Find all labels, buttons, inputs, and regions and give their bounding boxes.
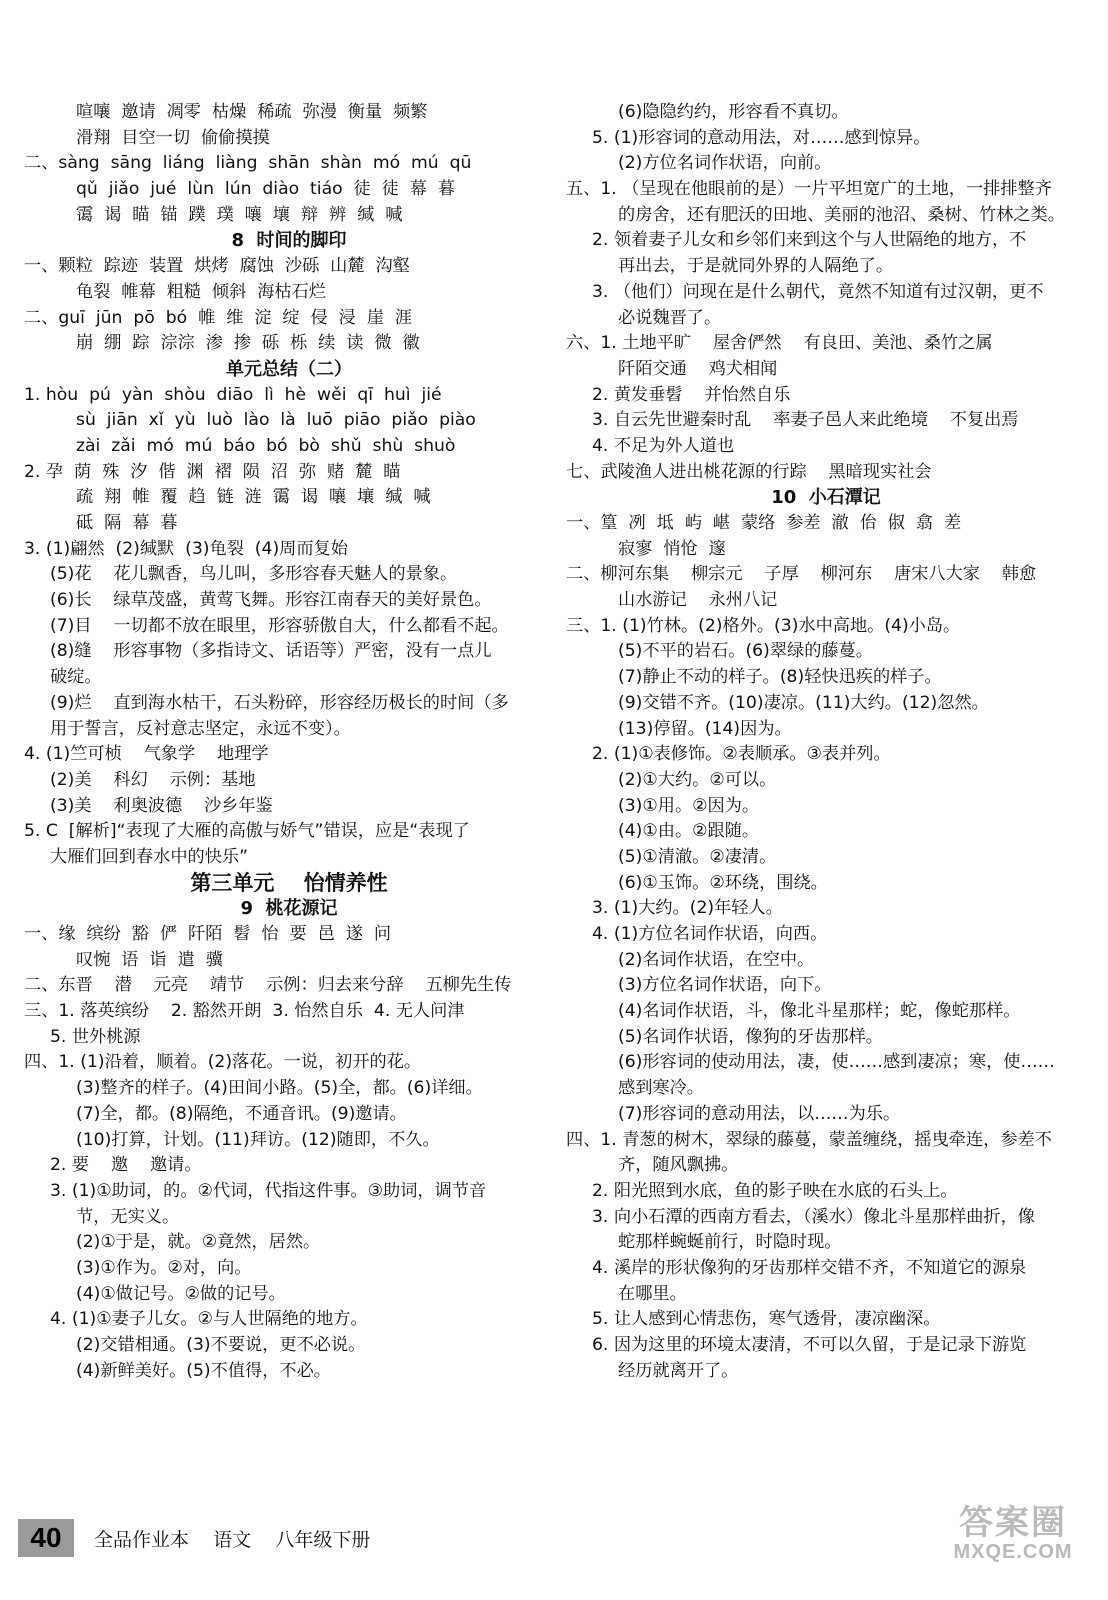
- answer-line: 用于誓言，反衬意志坚定，永远不变）。: [50, 718, 351, 739]
- answer-line: zài zǎi mó mú báo bó bò shǔ shù shuò: [76, 435, 456, 456]
- watermark-chinese: 答案圈: [959, 1503, 1067, 1543]
- answer-line: 疏 翔 帷 覆 趋 链 涟 霭 谒 嚷 壤 缄 喊: [76, 487, 431, 508]
- answer-line: 5. C [解析]“表现了大雁的高傲与娇气”错误，应是“表现了: [24, 821, 470, 842]
- answer-line: 3. (1)翩然 (2)缄默 (3)龟裂 (4)周而复始: [24, 538, 348, 559]
- answer-line: (4)新鲜美好。(5)不值得，不必。: [76, 1360, 331, 1381]
- answer-line: (2)方位名词作状语，向前。: [618, 153, 832, 174]
- answer-line: 节，无实义。: [76, 1206, 180, 1227]
- answer-line: 齐，随风飘拂。: [618, 1155, 739, 1176]
- answer-line: 阡陌交通 鸡犬相闻: [618, 358, 778, 379]
- answer-line: 3. 自云先世避秦时乱 率妻子邑人来此绝境 不复出焉: [592, 410, 1019, 431]
- answer-line: 5. 世外桃源: [50, 1026, 141, 1047]
- answer-line: 在哪里。: [618, 1283, 687, 1304]
- answer-line: (13)停留。(14)因为。: [618, 718, 792, 739]
- section-heading: 9 桃花源记: [240, 898, 338, 920]
- answer-line: 感到寒冷。: [618, 1078, 704, 1099]
- answer-line: (3)①用。②因为。: [618, 795, 760, 816]
- answer-line: 滑翔 目空一切 偷偷摸摸: [76, 127, 270, 148]
- answer-line: (6)形容词的使动用法，凄，使……感到凄凉；寒，使……: [618, 1052, 1055, 1073]
- answer-line: 叹惋 语 诣 遣 骥: [76, 949, 223, 970]
- page-number: 40: [18, 1519, 74, 1557]
- answer-line: 1. hòu pú yàn shòu diāo lì hè wěi qī huì jié: [24, 384, 442, 405]
- answer-line: 2. (1)①表修饰。②表顺承。③表并列。: [592, 744, 891, 765]
- answer-line: (5)花 花儿飘香，鸟儿叫，多形容春天魅人的景象。: [50, 564, 458, 585]
- answer-line: 2. 领着妻子儿女和乡邻们来到这个与人世隔绝的地方，不: [592, 230, 1027, 251]
- answer-line: (2)①于是，就。②竟然，居然。: [76, 1232, 321, 1253]
- answer-line: (6)隐隐约约，形容看不真切。: [618, 102, 849, 122]
- answer-line: (8)缝 形容事物（多指诗文、话语等）严密，没有一点儿: [50, 641, 492, 662]
- answer-line: 破绽。: [50, 667, 102, 688]
- answer-line: sù jiān xǐ yù luò lào là luō piāo piǎo piào: [76, 410, 476, 431]
- answer-line: 一、篁 冽 坻 屿 嵁 蒙络 参差 澈 佁 俶 翕 差: [566, 513, 962, 533]
- answer-line: 崩 绷 踪 淙淙 渗 掺 砾 栎 续 读 微 徽: [76, 333, 420, 354]
- answer-line: qǔ jiǎo jué lùn lún diào tiáo 徒 徒 幕 暮: [76, 179, 456, 200]
- answer-line: (2)美 科幻 示例：基地: [50, 769, 256, 790]
- answer-line: (4)名词作状语，斗，像北斗星那样；蛇，像蛇那样。: [618, 1001, 1021, 1022]
- answer-line: 4. (1)方位名词作状语，向西。: [592, 924, 828, 944]
- answer-line: (3)方位名词作状语，向下。: [618, 975, 832, 996]
- answer-line: (3)①作为。②对，向。: [76, 1257, 252, 1278]
- section-heading: 单元总结（二）: [226, 358, 352, 380]
- answer-line: 3. 向小石潭的西南方看去，（溪水）像北斗星那样曲折，像: [592, 1206, 1035, 1227]
- answer-line: 5. (1)形容词的意动用法，对……感到惊异。: [592, 127, 931, 148]
- answer-line: 寂寥 悄怆 邃: [618, 538, 726, 559]
- answer-line: (3)美 利奥波德 沙乡年鉴: [50, 795, 273, 816]
- answer-line: 四、1. 青葱的树木，翠绿的藤蔓，蒙盖缠绕，摇曳牵连，参差不: [566, 1129, 1052, 1150]
- answer-line: 3. (1)大约。(2)年轻人。: [592, 898, 783, 919]
- answer-line: 山水游记 永州八记: [618, 590, 778, 611]
- answer-line: 的房舍，还有肥沃的田地、美丽的池沼、桑树、竹林之类。: [618, 204, 1065, 225]
- page-footer: [18, 1518, 370, 1558]
- answer-line: 三、1. 落英缤纷 2. 豁然开朗 3. 怡然自乐 4. 无人问津: [24, 1001, 465, 1022]
- answer-line: (6)①玉饰。②环绕，围绕。: [618, 872, 828, 893]
- answer-line: 4. (1)①妻子儿女。②与人世隔绝的地方。: [50, 1309, 368, 1330]
- section-heading: 8 时间的脚印: [231, 230, 347, 252]
- answer-line: (9)烂 直到海水枯干，石头粉碎，形容经历极长的时间（多: [50, 692, 509, 713]
- answer-line: (7)静止不动的样子。(8)轻快迅疾的样子。: [618, 667, 942, 688]
- answer-line: 3. （他们）问现在是什么朝代，竟然不知道有过汉朝，更不: [592, 281, 1044, 302]
- answer-line: 喧嚷 邀请 凋零 枯燥 稀疏 弥漫 衡量 频繁: [76, 102, 428, 122]
- answer-line: 一、颗粒 踪迹 装置 烘烤 腐蚀 沙砾 山麓 沟壑: [24, 256, 410, 277]
- answer-line: 2. 要 邀 邀请。: [50, 1155, 202, 1176]
- watermark-domain: MXQE.COM: [953, 1540, 1073, 1563]
- answer-line: 五、1. （呈现在他眼前的是）一片平坦宽广的土地，一排排整齐: [566, 179, 1052, 200]
- unit-heading: 第三单元 怡情养性: [190, 870, 388, 895]
- answer-line: 二、东晋 潜 元亮 靖节 示例：归去来兮辞 五柳先生传: [24, 975, 512, 996]
- answer-line: 蛇那样蜿蜒前行，时隐时现。: [618, 1232, 842, 1253]
- answer-line: 二、柳河东集 柳宗元 子厚 柳河东 唐宋八大家 韩愈: [566, 564, 1037, 585]
- answer-line: 经历就离开了。: [618, 1360, 739, 1381]
- answer-line: (5)①清澈。②凄清。: [618, 846, 777, 867]
- answer-line: 龟裂 帷幕 粗糙 倾斜 海枯石烂: [76, 281, 326, 302]
- answer-line: (10)打算，计划。(11)拜访。(12)随即，不久。: [76, 1129, 440, 1150]
- section-heading: 10 小石潭记: [771, 487, 881, 509]
- answer-line: 大雁们回到春水中的快乐”: [50, 846, 248, 867]
- answer-line: 2. 阳光照到水底，鱼的影子映在水底的石头上。: [592, 1180, 958, 1201]
- answer-line: (4)①做记号。②做的记号。: [76, 1283, 286, 1304]
- answer-line: 必说魏晋了。: [618, 307, 722, 328]
- answer-line: 4. (1)竺可桢 气象学 地理学: [24, 744, 269, 765]
- answer-line: 6. 因为这里的环境太凄清，不可以久留，于是记录下游览: [592, 1335, 1027, 1355]
- answer-line: 2. 孕 荫 殊 汐 偕 渊 褶 陨 沼 弥 赌 麓 瞄: [24, 461, 401, 482]
- answer-line: (2)①大约。②可以。: [618, 769, 777, 790]
- answer-line: (7)形容词的意动用法，以……为乐。: [618, 1103, 901, 1124]
- answer-line: 霭 谒 瞄 锚 蹼 璞 嚷 壤 辩 辨 缄 喊: [76, 204, 403, 225]
- answer-line: (4)①由。②跟随。: [618, 821, 760, 842]
- answer-line: (2)交错相通。(3)不要说，更不必说。: [76, 1335, 366, 1355]
- left-column: [24, 100, 554, 1384]
- answer-line: 六、1. 土地平旷 屋舍俨然 有良田、美池、桑竹之属: [566, 333, 993, 354]
- answer-line: 七、武陵渔人进出桃花源的行踪 黑暗现实社会: [566, 461, 932, 482]
- answer-line: 四、1. (1)沿着，顺着。(2)落花。一说，初开的花。: [24, 1052, 422, 1073]
- answer-line: 5. 让人感到心情悲伤，寒气透骨，凄凉幽深。: [592, 1309, 941, 1330]
- book-title: 全品作业本 语文 八年级下册: [94, 1528, 371, 1551]
- answer-line: 再出去，于是就同外界的人隔绝了。: [618, 256, 894, 277]
- answer-line: (5)名词作状语，像狗的牙齿那样。: [618, 1026, 883, 1047]
- answer-line: (5)不平的岩石。(6)翠绿的藤蔓。: [618, 641, 873, 662]
- answer-line: (6)长 绿草茂盛，黄莺飞舞。形容江南春天的美好景色。: [50, 590, 492, 611]
- answer-line: 3. (1)①助词，的。②代词，代指这件事。③助词，调节音: [50, 1180, 487, 1201]
- answer-line: 二、sàng sāng liáng liàng shān shàn mó mú qū: [24, 153, 472, 174]
- answer-line: (7)目 一切都不放在眼里，形容骄傲自大，什么都看不起。: [50, 615, 509, 636]
- answer-line: (7)全，都。(8)隔绝，不通音讯。(9)邀请。: [76, 1103, 407, 1124]
- answer-line: 三、1. (1)竹林。(2)格外。(3)水中高地。(4)小岛。: [566, 615, 961, 636]
- answer-line: 2. 黄发垂髫 并怡然自乐: [592, 384, 791, 405]
- answer-line: 一、缘 缤纷 豁 俨 阡陌 髫 怡 要 邑 遂 问: [24, 924, 392, 944]
- answer-line: 砥 隔 幕 暮: [76, 513, 178, 533]
- answer-line: 二、guī jūn pō bó 帷 维 淀 绽 侵 浸 崖 涯: [24, 307, 413, 328]
- watermark: [934, 1503, 1092, 1590]
- answer-line: (9)交错不齐。(10)凄凉。(11)大约。(12)忽然。: [618, 692, 989, 713]
- answer-line: 4. 不足为外人道也: [592, 435, 735, 456]
- answer-line: 4. 溪岸的形状像狗的牙齿那样交错不齐，不知道它的源泉: [592, 1257, 1027, 1278]
- right-column: [566, 100, 1086, 1384]
- answer-line: (2)名词作状语，在空中。: [618, 949, 815, 970]
- answer-line: (3)整齐的样子。(4)田间小路。(5)全，都。(6)详细。: [76, 1078, 483, 1099]
